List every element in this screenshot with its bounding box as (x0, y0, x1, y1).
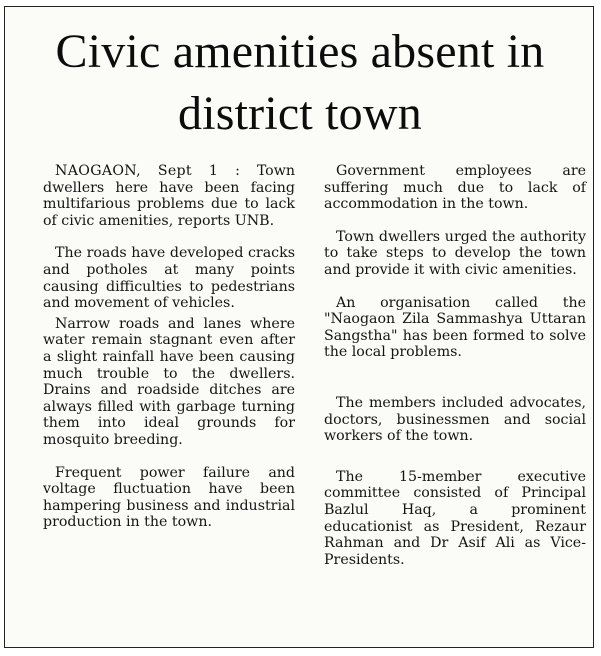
paragraph-employees: Government employees are suffering much due to lack of accommodation in the town. (324, 163, 586, 213)
paragraph-intro-text: Town dwellers here have been facing multifarious problems due to lack of civic amenities, reports UNB. (43, 163, 295, 229)
paragraph-lanes: Narrow roads and lanes where water remain stagnant even after a slight rainfall have been causing much trouble to the dwellers. Drains and roadside ditches are always filled with garbage turning them into ideal grounds for mosquito breeding. (43, 315, 295, 448)
newspaper-clipping (4, 6, 594, 648)
dateline: NAOGAON, Sept 1 : (55, 163, 241, 179)
paragraph-members: The members included advocates, doctors, businessmen and social workers of the town. (324, 394, 586, 445)
paragraph-organisation: An organisation called the "Naogaon Zila Sammashya Uttaran Sangstha" has been formed to solve the local problems. (324, 294, 586, 361)
paragraph-roads: The roads have developed cracks and potholes at many points causing difficulties to pedestrians and movement of vehicles. (43, 245, 295, 312)
paragraph-demands: Town dwellers urged the authority to take steps to develop the town and provide it with civic amenities. (324, 228, 586, 278)
headline: Civic amenities absent in district town (55, 25, 545, 140)
paragraph-intro (43, 163, 295, 229)
right-column (324, 163, 586, 568)
paragraph-power: Frequent power failure and voltage fluctuation have been hampering business and industrial production in the town. (43, 464, 295, 531)
left-column (43, 163, 295, 531)
paragraph-committee: The 15-member executive committee consisted of Principal Bazlul Haq, a prominent educationist as President, Rezaur Rahman and Dr Asif Ali as Vice-Presidents. (324, 468, 586, 568)
